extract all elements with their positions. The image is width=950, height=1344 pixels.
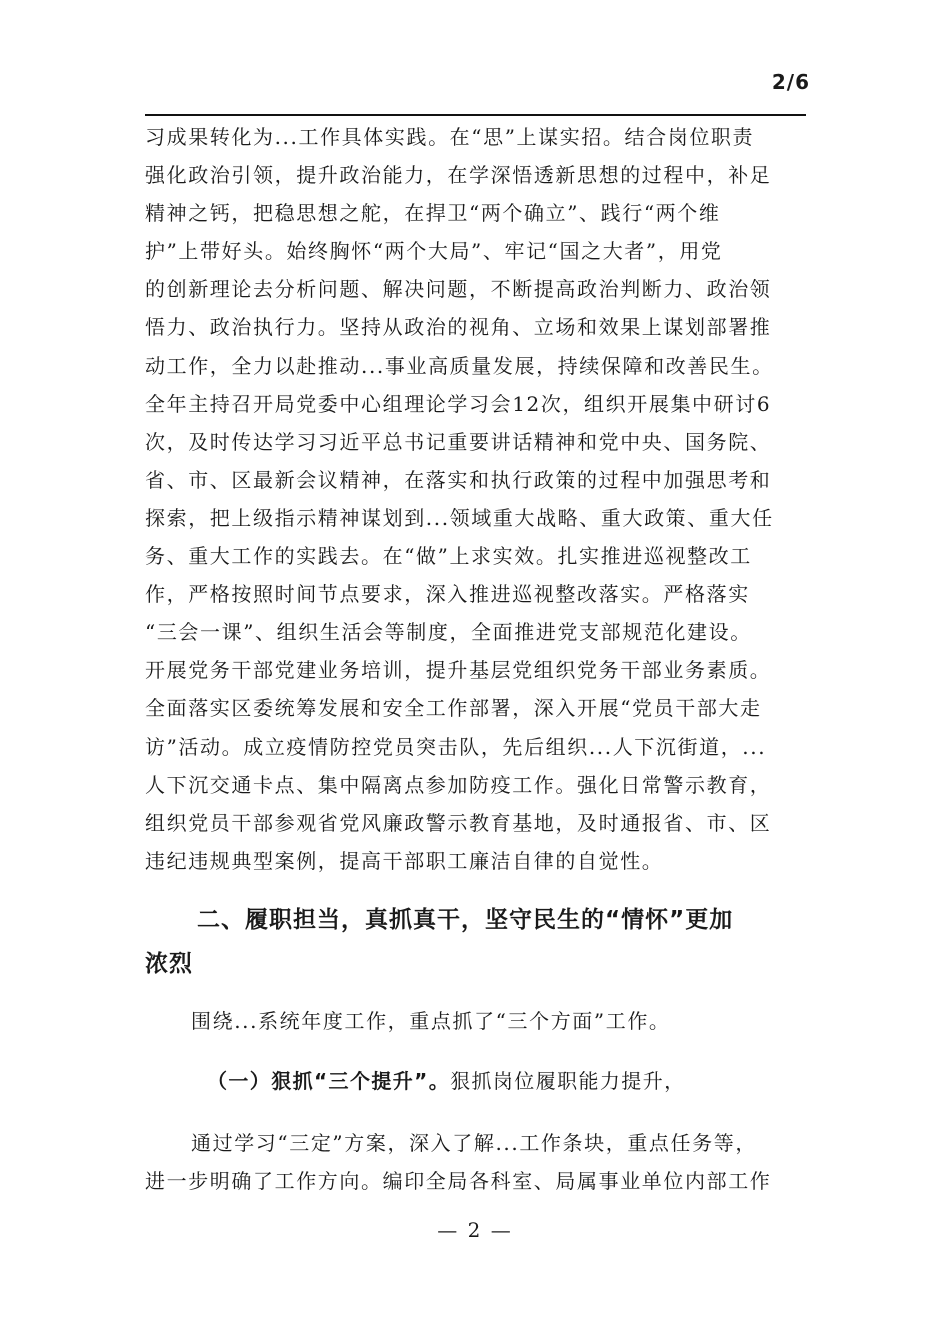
paragraph-line: 务、重大工作的实践去。在“做”上求实效。扎实推进巡视整改工 <box>145 544 752 569</box>
paragraph-line: 作，严格按照时间节点要求，深入推进巡视整改落实。严格落实 <box>145 582 750 607</box>
document-content <box>145 118 810 1200</box>
paragraph-line: 习成果转化为...工作具体实践。在“思”上谋实招。结合岗位职责 <box>145 125 755 149</box>
sub-heading-title: （一）狠抓“三个提升”。 <box>207 1068 451 1093</box>
paragraph-line: 的创新理论去分析问题、解决问题，不断提高政治判断力、政治领 <box>145 277 772 302</box>
paragraph-line: 全年主持召开局党委中心组理论学习会12次，组织开展集中研讨6 <box>145 391 772 416</box>
paragraph-line: 次，及时传达学习习近平总书记重要讲话精神和党中央、国务院、 <box>145 429 772 454</box>
section-heading-line: 二、履职担当，真抓真干，坚守民生的“情怀”更加 <box>197 906 734 933</box>
intro-paragraph: 围绕...系统年度工作，重点抓了“三个方面”工作。 <box>191 1008 671 1033</box>
section-heading <box>145 898 810 986</box>
paragraph-line: 开展党务干部党建业务培训，提升基层党组织党务干部业务素质。 <box>145 658 772 683</box>
sub-heading-text: 狠抓岗位履职能力提升， <box>450 1068 686 1093</box>
paragraph-line: “三会一课”、组织生活会等制度，全面推进党支部规范化建设。 <box>145 620 752 645</box>
header-divider <box>145 114 806 116</box>
paragraph-line: 全面落实区委统筹发展和安全工作部署，深入开展“党员干部大走 <box>145 696 762 721</box>
paragraph-line: 悟力、政治执行力。坚持从政治的视角、立场和效果上谋划部署推 <box>145 315 772 340</box>
paragraph-line: 访”活动。成立疫情防控党员突击队，先后组织...人下沉街道，... <box>145 734 767 759</box>
page-indicator: 2/6 <box>771 70 810 94</box>
paragraph-line: 动工作，全力以赴推动...事业高质量发展，持续保障和改善民生。 <box>145 353 774 378</box>
paragraph-line: 通过学习“三定”方案，深入了解...工作条块，重点任务等， <box>191 1130 757 1155</box>
paragraph-line: 精神之钙，把稳思想之舵，在捍卫“两个确立”、践行“两个维 <box>145 201 721 226</box>
page-number-footer: — 2 — <box>437 1218 513 1242</box>
paragraph-line: 违纪违规典型案例，提高干部职工廉洁自律的自觉性。 <box>145 848 664 873</box>
body-paragraph <box>145 118 810 880</box>
paragraph-line: 省、市、区最新会议精神，在落实和执行政策的过程中加强思考和 <box>145 467 772 492</box>
paragraph-line: 进一步明确了工作方向。编印全局各科室、局属事业单位内部工作 <box>145 1168 772 1193</box>
paragraph-line: 护”上带好头。始终胸怀“两个大局”、牢记“国之大者”，用党 <box>145 239 723 264</box>
paragraph-line: 人下沉交通卡点、集中隔离点参加防疫工作。强化日常警示教育， <box>145 772 772 797</box>
body-paragraph <box>145 1124 810 1200</box>
paragraph-line: 强化政治引领，提升政治能力，在学深悟透新思想的过程中，补足 <box>145 163 772 188</box>
sub-heading <box>145 1062 810 1100</box>
section-heading-line: 浓烈 <box>145 950 193 977</box>
paragraph-line: 探索，把上级指示精神谋划到...领域重大战略、重大政策、重大任 <box>145 505 774 530</box>
paragraph-line: 组织党员干部参观省党风廉政警示教育基地，及时通报省、市、区 <box>145 810 772 835</box>
